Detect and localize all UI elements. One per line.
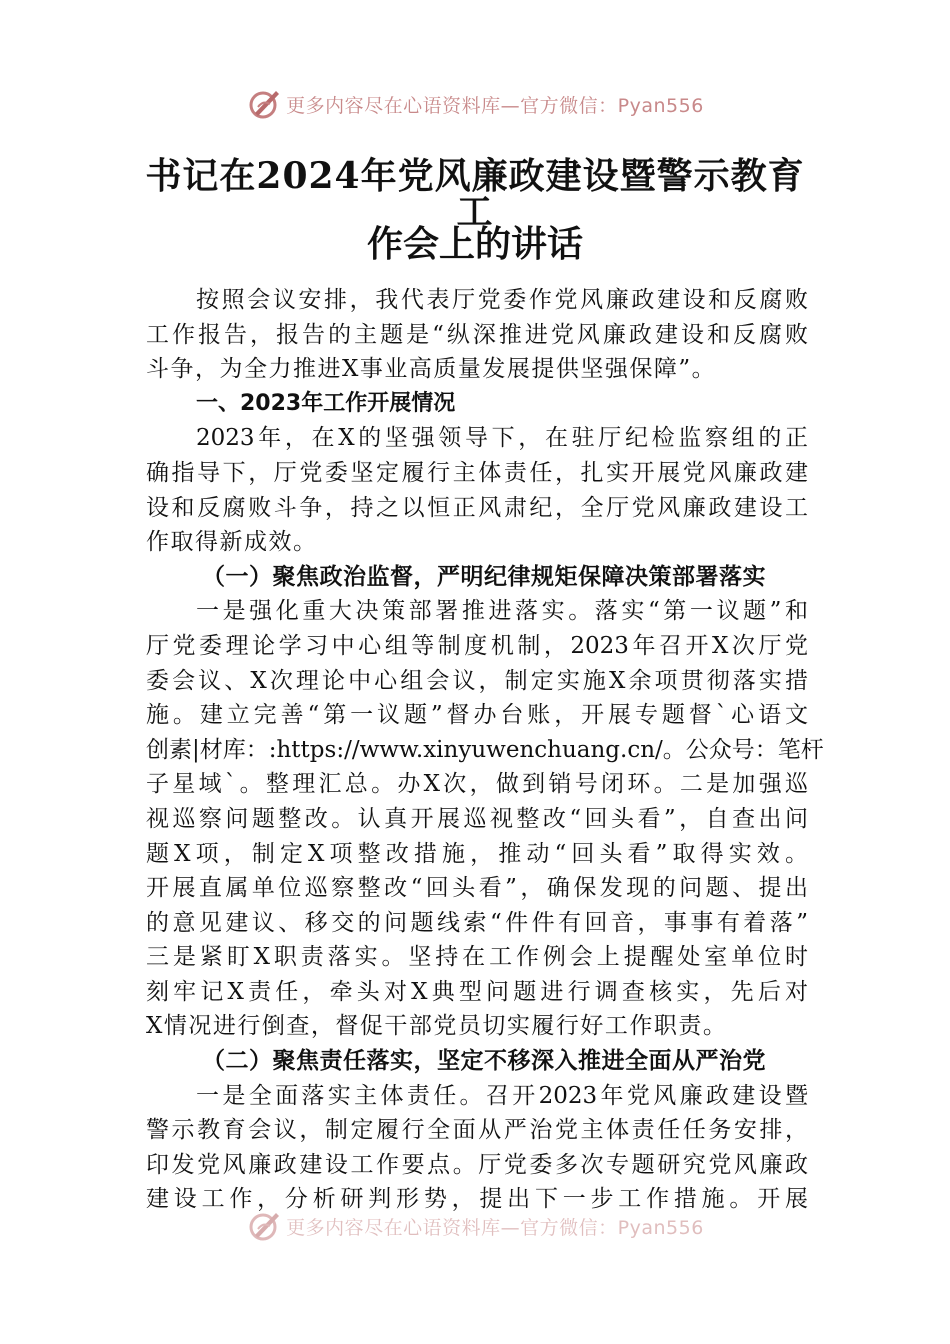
body-line: 三是紧盯X职责落实。坚持在工作例会上提醒处室单位时 — [146, 944, 808, 971]
body-line: 刻牢记X责任，牵头对X典型问题进行调查核实，先后对 — [146, 978, 808, 1005]
body-line: 2023年，在X的坚强领导下，在驻厅纪检监察组的正 — [196, 425, 808, 452]
body-line: 题X项，制定X项整改措施，推动“回头看”取得实效。 — [146, 840, 808, 867]
document-title-line-1: 书记在2024年党风廉政建设暨警示教育工 — [145, 155, 805, 233]
watermark-text: 更多内容尽在心语资料库—官方微信：Pyan556 — [286, 1216, 704, 1239]
body-line: 创素|材库：:https://www.xinyuwenchuang.cn/。公众号：笔杆 — [146, 736, 824, 763]
body-line: 一是强化重大决策部署推进落实。落实“第一议题”和 — [196, 598, 808, 625]
body-line: 委会议、X次理论中心组会议，制定实施X余项贯彻落实措 — [146, 667, 808, 694]
body-line: 的意见建议、移交的问题线索“件件有回音，事事有着落” — [146, 909, 808, 936]
watermark-text: 更多内容尽在心语资料库—官方微信：Pyan556 — [286, 94, 704, 117]
section-heading: 一、2023年工作开展情况 — [196, 390, 456, 416]
body-line: 子星域`。整理汇总。办X次，做到销号闭环。二是加强巡 — [146, 771, 808, 798]
subsection-heading: （二）聚焦责任落实，坚定不移深入推进全面从严治党 — [202, 1047, 766, 1075]
body-line: 警示教育会议，制定履行全面从严治党主体责任任务安排， — [146, 1117, 808, 1144]
body-line: 施。建立完善“第一议题”督办台账，开展专题督`心语文 — [146, 702, 808, 729]
document-title-line-2: 作会上的讲话 — [366, 223, 583, 265]
body-line: 斗争，为全力推进X事业高质量发展提供坚强保障”。 — [146, 356, 717, 383]
body-line: 印发党风廉政建设工作要点。厅党委多次专题研究党风廉政 — [146, 1151, 808, 1178]
subsection-heading: （一）聚焦政治监督，严明纪律规矩保障决策部署落实 — [202, 562, 766, 590]
body-line: 厅党委理论学习中心组等制度机制，2023年召开X次厅党 — [146, 632, 808, 659]
body-line: 确指导下，厅党委坚定履行主体责任，扎实开展党风廉政建 — [146, 459, 808, 486]
body-line: 按照会议安排，我代表厅党委作党风廉政建设和反腐败 — [196, 287, 808, 313]
body-line: 视巡察问题整改。认真开展巡视整改“回头看”，自查出问 — [146, 805, 808, 832]
watermark-banner-bottom — [0, 1206, 950, 1246]
body-line: 设和反腐败斗争，持之以恒正风肃纪，全厅党风廉政建设工 — [146, 494, 808, 521]
pen-logo-icon — [246, 86, 282, 122]
body-line: 工作报告，报告的主题是“纵深推进党风廉政建设和反腐败 — [146, 321, 808, 348]
body-line: 开展直属单位巡察整改“回头看”，确保发现的问题、提出 — [146, 875, 808, 902]
body-line: X情况进行倒查，督促干部党员切实履行好工作职责。 — [146, 1013, 728, 1040]
watermark-banner-top — [0, 84, 950, 124]
body-line: 作取得新成效。 — [146, 529, 318, 556]
document-body — [146, 283, 824, 1217]
pen-logo-icon — [246, 1208, 282, 1244]
body-line: 一是全面落实主体责任。召开2023年党风廉政建设暨 — [196, 1082, 808, 1109]
body-line: 建设工作，分析研判形势，提出下一步工作措施。开展 — [146, 1186, 808, 1213]
